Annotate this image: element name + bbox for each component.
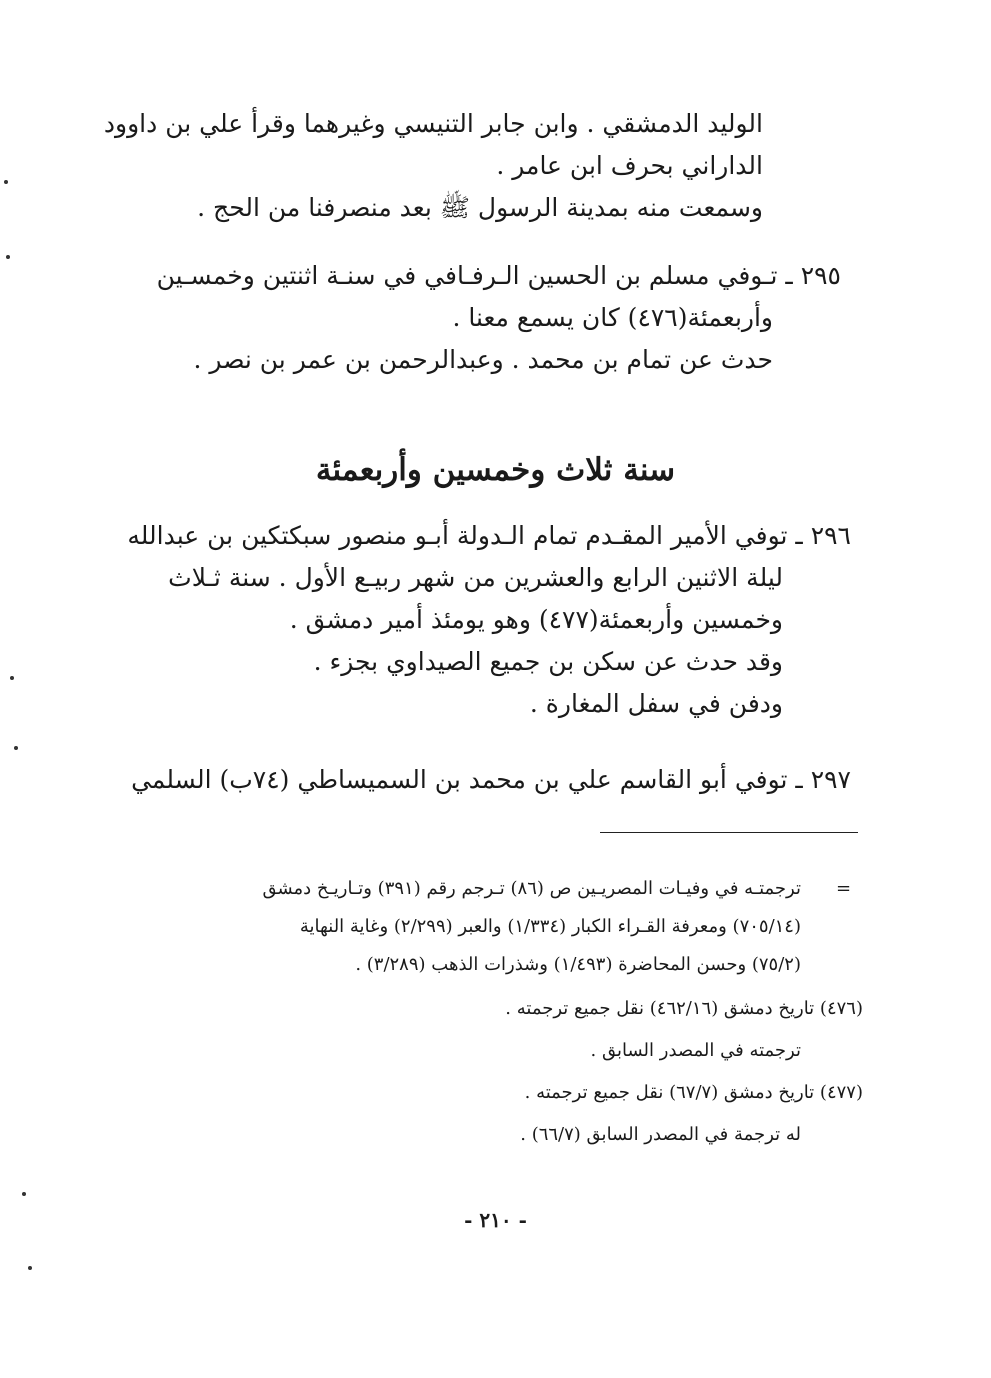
footnote-line: ترجمتـه في وفيـات المصريـين ص (٨٦) تـرجم رقم (٣٩١) وتـاريـخ دمشق xyxy=(262,878,801,899)
footnote-line: (٤٧٦) تاريخ دمشق (٤٦٢/١٦) نقل جميع ترجمته . xyxy=(505,998,863,1019)
scan-speck xyxy=(14,746,18,750)
text-line: الوليد الدمشقي . وابن جابر التنيسي وغيرهما وقرأ علي بن داوود xyxy=(103,109,763,138)
entry-295-line: وأربعمئة(٤٧٦) كان يسمع معنا . xyxy=(452,303,773,332)
footnote-line: ترجمته في المصدر السابق . xyxy=(590,1040,801,1061)
scan-speck xyxy=(6,255,10,259)
entry-296-line: وقد حدث عن سكن بن جميع الصيداوي بجزء . xyxy=(313,647,783,676)
footnote-line: (٤٧٧) تاريخ دمشق (٦٧/٧) نقل جميع ترجمته . xyxy=(524,1082,863,1103)
entry-296-line: ٢٩٦ ـ توفي الأمير المقـدم تمام الـدولة أبـو منصور سبكتكين بن عبدالله xyxy=(127,521,851,550)
entry-296-line: وخمسين وأربعمئة(٤٧٧) وهو يومئذ أمير دمشق . xyxy=(289,605,783,634)
footnote-line: (٧٥/٢) وحسن المحاضرة (١/٤٩٣) وشذرات الذهب (٣/٢٨٩) . xyxy=(355,954,801,975)
entry-296-line: ليلة الاثنين الرابع والعشرين من شهر ربيـع الأول . سنة ثـلاث xyxy=(168,563,783,592)
scan-speck xyxy=(22,1192,26,1196)
text-line: الداراني بحرف ابن عامر . xyxy=(496,151,763,180)
entry-296-line: ودفن في سفل المغارة . xyxy=(529,689,783,718)
entry-295-line: ٢٩٥ ـ تـوفي مسلم بن الحسين الـرفـافي في سنـة اثنتين وخمسـين xyxy=(156,261,841,290)
scan-speck xyxy=(28,1266,32,1270)
entry-297-line: ٢٩٧ ـ توفي أبو القاسم علي بن محمد بن السميساطي (٧٤ب) السلمي xyxy=(131,765,851,794)
page-number: - ٢١٠ - xyxy=(464,1208,527,1232)
scan-speck xyxy=(4,180,8,184)
entry-295-line: حدث عن تمام بن محمد . وعبدالرحمن بن عمر بن نصر . xyxy=(193,345,773,374)
text-line: وسمعت منه بمدينة الرسول ﷺ بعد منصرفنا من الحج . xyxy=(197,193,763,222)
section-heading: سنة ثلاث وخمسين وأربعمئة xyxy=(315,452,676,488)
footnote-line: له ترجمة في المصدر السابق (٦٦/٧) . xyxy=(520,1124,801,1145)
footnote-rule xyxy=(600,832,858,833)
footnote-line: (٧٠٥/١٤) ومعرفة القـراء الكبار (١/٣٣٤) والعبر (٢/٢٩٩) وغاية النهاية xyxy=(299,916,801,937)
scan-speck xyxy=(10,676,14,680)
footnote-continuation-mark: = xyxy=(836,878,852,899)
